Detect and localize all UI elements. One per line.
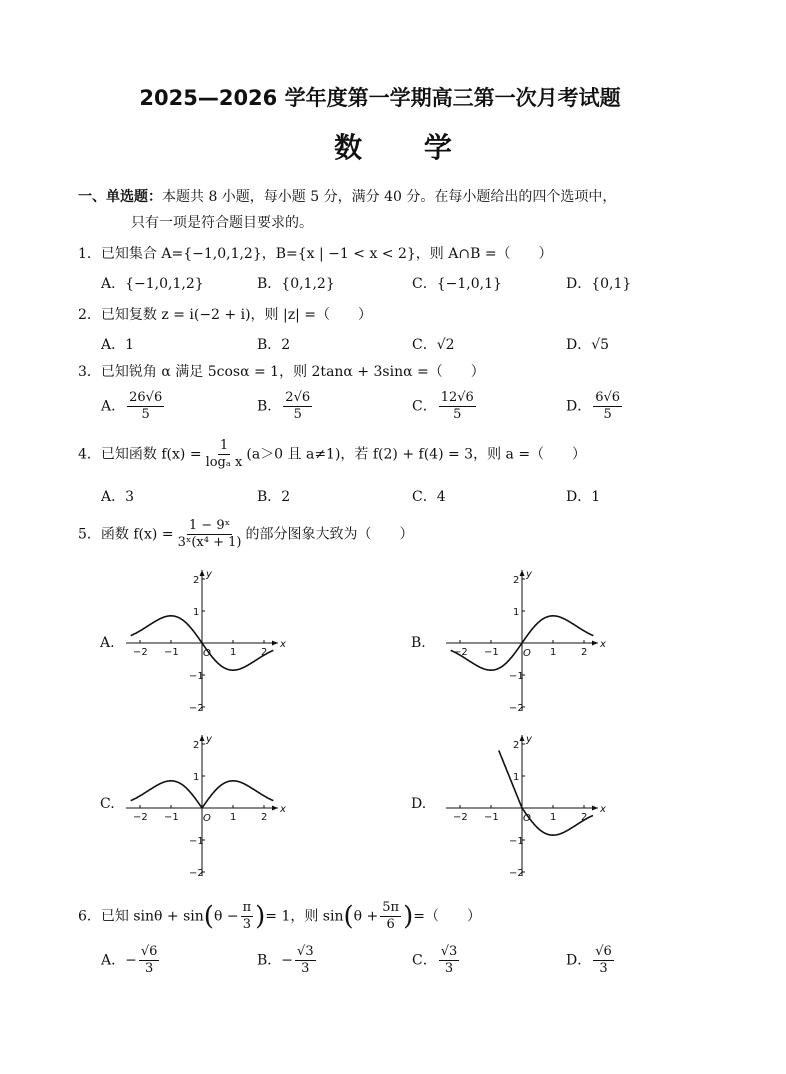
x-tick-label: −2 bbox=[453, 647, 468, 658]
y-axis-arrow-icon bbox=[520, 570, 525, 576]
y-tick-label: −2 bbox=[509, 868, 524, 879]
x-tick-label: −2 bbox=[453, 812, 468, 823]
fraction-numerator: √3 bbox=[440, 944, 458, 959]
y-tick-label: 2 bbox=[513, 575, 520, 586]
option-fraction bbox=[127, 390, 164, 423]
option-fraction bbox=[283, 390, 312, 423]
x-axis-arrow-icon bbox=[592, 806, 598, 811]
question-4 bbox=[78, 438, 586, 471]
q2-option-a: A．1 bbox=[101, 337, 135, 353]
q3-option-b bbox=[257, 390, 314, 423]
origin-label: O bbox=[203, 648, 211, 659]
x-tick-label: −1 bbox=[484, 812, 499, 823]
fraction-numerator: 6√6 bbox=[595, 390, 621, 405]
question-stem-part: (a＞0 且 a≠1)，若 f(2) + f(4) = 3，则 a =（ ） bbox=[246, 446, 587, 463]
x-axis-label: x bbox=[280, 804, 286, 815]
option-letter: D． bbox=[566, 398, 592, 415]
y-tick-label: −2 bbox=[189, 703, 204, 714]
q4-option-b: B．2 bbox=[257, 489, 291, 505]
q3-option-d bbox=[566, 390, 624, 423]
option-fraction bbox=[593, 944, 614, 977]
option-sign: − bbox=[281, 952, 294, 969]
q1-option-b: B．{0,1,2} bbox=[257, 276, 335, 292]
question-stem-part: θ + bbox=[353, 908, 379, 925]
question-number: 3． bbox=[78, 364, 101, 380]
y-tick-label: 1 bbox=[513, 607, 520, 618]
x-tick-label: 1 bbox=[230, 647, 237, 658]
fraction-numerator: π bbox=[242, 900, 252, 915]
stem-fraction bbox=[241, 900, 254, 933]
y-tick-label: 1 bbox=[193, 772, 200, 783]
q2-option-d: D．√5 bbox=[566, 337, 610, 353]
x-tick-label: −1 bbox=[164, 812, 179, 823]
section-instruction-2: 只有一项是符合题目要求的。 bbox=[131, 215, 313, 231]
option-fraction bbox=[139, 944, 160, 977]
fraction-numerator: 2√6 bbox=[285, 390, 311, 405]
x-tick-label: 1 bbox=[550, 647, 557, 658]
y-tick-label: −1 bbox=[189, 671, 204, 682]
x-tick-label: 1 bbox=[230, 812, 237, 823]
x-tick-label: 1 bbox=[550, 812, 557, 823]
section-instruction-1: 本题共 8 小题，每小题 5 分，满分 40 分。在每小题给出的四个选项中， bbox=[162, 189, 617, 205]
x-tick-label: 2 bbox=[261, 647, 268, 658]
option-letter: C． bbox=[412, 398, 437, 415]
y-axis-label: y bbox=[206, 734, 212, 745]
option-letter: D． bbox=[566, 952, 592, 969]
question-stem-part: 已知函数 f(x) = bbox=[100, 446, 202, 463]
y-tick-label: −1 bbox=[509, 836, 524, 847]
fraction-denominator: 3 bbox=[444, 961, 454, 976]
fraction-numerator: 26√6 bbox=[129, 390, 163, 405]
origin-label: O bbox=[203, 813, 211, 824]
fraction-numerator: √6 bbox=[595, 944, 612, 959]
y-axis-label: y bbox=[206, 569, 212, 580]
x-tick-label: −2 bbox=[133, 812, 148, 823]
fraction-denominator: 3 bbox=[145, 961, 154, 976]
option-letter: A． bbox=[101, 398, 126, 415]
fraction-denominator: 5 bbox=[293, 407, 302, 422]
graph-label-d: D. bbox=[411, 796, 427, 812]
y-tick-label: −1 bbox=[509, 671, 524, 682]
x-axis-arrow-icon bbox=[272, 806, 278, 811]
graph-d bbox=[440, 730, 605, 880]
x-axis-label: x bbox=[600, 804, 606, 815]
option-fraction bbox=[295, 944, 316, 977]
question-stem-part: = 1，则 sin bbox=[265, 908, 344, 925]
stem-fraction bbox=[380, 900, 401, 933]
question-stem: 已知锐角 α 满足 5cosα = 1，则 2tanα + 3sinα =（ ） bbox=[100, 364, 485, 380]
q4-option-d: D．1 bbox=[566, 489, 601, 505]
y-axis-arrow-icon bbox=[520, 735, 525, 741]
fraction-numerator: √6 bbox=[140, 944, 158, 959]
question-5 bbox=[78, 518, 413, 551]
y-tick-label: −2 bbox=[509, 703, 524, 714]
y-axis-label: y bbox=[526, 569, 532, 580]
y-tick-label: −2 bbox=[189, 868, 204, 879]
exam-title: 2025—2026 学年度第一学期高三第一次月考试题 bbox=[139, 86, 621, 110]
fraction-numerator: 1 bbox=[219, 438, 229, 453]
fraction-denominator: 5 bbox=[603, 407, 612, 422]
stem-fraction bbox=[204, 438, 245, 471]
paren-open: ( bbox=[343, 901, 354, 932]
x-tick-label: 2 bbox=[581, 647, 588, 658]
q2-option-b: B．2 bbox=[257, 337, 291, 353]
q3-option-a bbox=[101, 390, 166, 423]
graph-b bbox=[440, 565, 605, 715]
fraction-denominator: 3 bbox=[599, 961, 608, 976]
y-axis-arrow-icon bbox=[200, 735, 205, 741]
x-tick-label: −2 bbox=[133, 647, 148, 658]
q6-option-c bbox=[412, 944, 461, 977]
graph-label-a: A. bbox=[100, 635, 115, 651]
x-axis-arrow-icon bbox=[272, 641, 278, 646]
option-letter: B． bbox=[257, 398, 282, 415]
question-number: 1． bbox=[78, 246, 101, 262]
stem-fraction bbox=[176, 518, 244, 551]
y-tick-label: −1 bbox=[189, 836, 204, 847]
y-tick-label: 1 bbox=[193, 607, 200, 618]
fraction-denominator: 3ˣ(x⁴ + 1) bbox=[177, 535, 242, 550]
question-stem-part: θ − bbox=[213, 908, 239, 925]
question-1 bbox=[78, 243, 553, 263]
question-stem: 已知集合 A={−1,0,1,2}，B={x | −1 < x < 2}，则 A∩B =（ ） bbox=[100, 246, 553, 262]
question-number: 6． bbox=[78, 908, 101, 925]
y-tick-label: 2 bbox=[513, 740, 520, 751]
x-tick-label: −1 bbox=[164, 647, 179, 658]
question-stem-part: =（ ） bbox=[413, 908, 481, 925]
x-axis-label: x bbox=[600, 639, 606, 650]
fraction-denominator: 5 bbox=[141, 407, 150, 422]
section-heading: 一、单选题： bbox=[78, 189, 162, 205]
fraction-denominator: logₐ x bbox=[205, 455, 243, 470]
fraction-numerator: √3 bbox=[297, 944, 314, 959]
fraction-denominator: 3 bbox=[301, 961, 310, 976]
x-axis-label: x bbox=[280, 639, 286, 650]
q1-option-c: C．{−1,0,1} bbox=[412, 276, 502, 292]
graph-label-c: C. bbox=[100, 796, 115, 812]
paren-close: ) bbox=[403, 901, 414, 932]
graph-c bbox=[120, 730, 285, 880]
y-axis-label: y bbox=[526, 734, 532, 745]
question-stem: 已知复数 z = i(−2 + i)，则 |z| =（ ） bbox=[100, 307, 372, 323]
fraction-numerator: 1 − 9ˣ bbox=[188, 518, 231, 533]
paren-open: ( bbox=[203, 901, 214, 932]
question-stem-part: 已知 sinθ + sin bbox=[100, 908, 204, 925]
q2-option-c: C．√2 bbox=[412, 337, 455, 353]
fraction-denominator: 3 bbox=[242, 917, 251, 932]
x-tick-label: 2 bbox=[581, 812, 588, 823]
q6-option-a bbox=[101, 944, 161, 977]
q1-option-d: D．{0,1} bbox=[566, 276, 632, 292]
function-curve bbox=[499, 750, 593, 835]
q4-option-c: C．4 bbox=[412, 489, 446, 505]
question-number: 5． bbox=[78, 526, 101, 543]
x-tick-label: −1 bbox=[484, 647, 499, 658]
origin-label: O bbox=[523, 648, 531, 659]
section-heading-line bbox=[78, 186, 616, 206]
option-letter: A． bbox=[101, 952, 126, 969]
question-stem-part: 的部分图象大致为（ ） bbox=[245, 526, 414, 543]
origin-label: O bbox=[523, 813, 531, 824]
question-6 bbox=[78, 900, 481, 933]
x-tick-label: 2 bbox=[261, 812, 268, 823]
option-sign: − bbox=[125, 952, 137, 969]
option-letter: C． bbox=[412, 952, 437, 969]
y-axis-arrow-icon bbox=[200, 570, 205, 576]
paren-close: ) bbox=[255, 901, 266, 932]
q1-option-a: A．{−1,0,1,2} bbox=[101, 276, 204, 292]
fraction-denominator: 5 bbox=[453, 407, 462, 422]
y-tick-label: 2 bbox=[193, 740, 200, 751]
subject-title: 数 学 bbox=[334, 131, 478, 164]
q6-option-d bbox=[566, 944, 616, 977]
x-axis-arrow-icon bbox=[592, 641, 598, 646]
y-tick-label: 1 bbox=[513, 772, 520, 783]
y-tick-label: 2 bbox=[193, 575, 200, 586]
fraction-denominator: 6 bbox=[386, 917, 395, 932]
question-number: 4． bbox=[78, 446, 101, 463]
option-fraction bbox=[439, 944, 460, 977]
question-3 bbox=[78, 361, 485, 381]
fraction-numerator: 12√6 bbox=[440, 390, 474, 405]
graph-a bbox=[120, 565, 285, 715]
q3-option-c bbox=[412, 390, 478, 423]
fraction-numerator: 5π bbox=[382, 900, 400, 915]
q4-option-a: A．3 bbox=[101, 489, 135, 505]
option-fraction bbox=[593, 390, 622, 423]
option-fraction bbox=[439, 390, 476, 423]
question-2 bbox=[78, 304, 372, 324]
question-stem-part: 函数 f(x) = bbox=[100, 526, 174, 543]
q6-option-b bbox=[257, 944, 318, 977]
question-number: 2． bbox=[78, 307, 101, 323]
option-letter: B． bbox=[257, 952, 282, 969]
graph-label-b: B. bbox=[411, 635, 426, 651]
